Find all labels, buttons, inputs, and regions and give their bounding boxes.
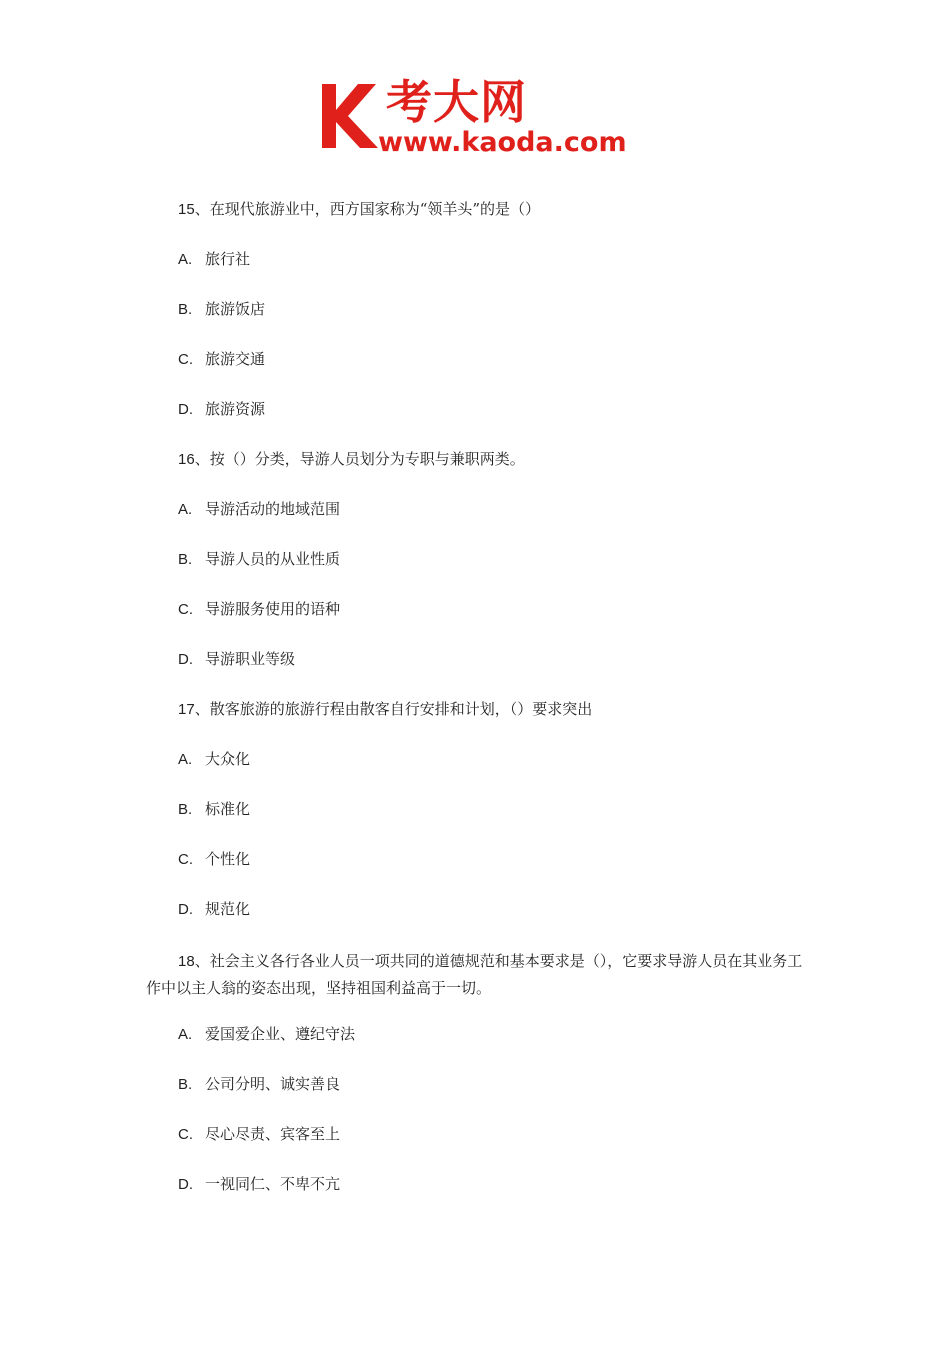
- question-number: 17: [178, 701, 195, 718]
- question-text: 、散客旅游的旅游行程由散客自行安排和计划，（）要求突出: [194, 700, 593, 718]
- option-letter: A.: [178, 251, 193, 268]
- option-text: 旅行社: [205, 250, 251, 268]
- option-16-d: [178, 648, 295, 671]
- option-17-c: [178, 848, 250, 871]
- option-letter: D.: [178, 401, 193, 418]
- option-text: 旅游交通: [205, 350, 266, 368]
- option-text: 导游服务使用的语种: [205, 600, 341, 618]
- option-17-a: [178, 748, 250, 771]
- option-17-b: [178, 798, 250, 821]
- option-16-b: [178, 548, 340, 571]
- option-text: 导游职业等级: [205, 650, 296, 668]
- option-letter: B.: [178, 301, 193, 318]
- option-letter: B.: [178, 551, 193, 568]
- k-logo-icon: [318, 80, 380, 150]
- option-17-d: [178, 898, 250, 921]
- option-15-b: [178, 298, 265, 321]
- option-text: 公司分明、诚实善良: [205, 1075, 341, 1093]
- question-number: 16: [178, 451, 195, 468]
- option-text: 旅游饭店: [205, 300, 266, 318]
- option-15-d: [178, 398, 265, 421]
- question-text: 、按（）分类，导游人员划分为专职与兼职两类。: [194, 450, 525, 468]
- option-text: 大众化: [205, 750, 251, 768]
- question-17: [178, 698, 592, 721]
- option-letter: A.: [178, 751, 193, 768]
- option-letter: B.: [178, 801, 193, 818]
- option-letter: D.: [178, 651, 193, 668]
- option-18-c: [178, 1123, 340, 1146]
- option-letter: B.: [178, 1076, 193, 1093]
- option-text: 标准化: [205, 800, 251, 818]
- option-text: 导游人员的从业性质: [205, 550, 341, 568]
- question-15: [178, 198, 540, 221]
- option-letter: C.: [178, 351, 193, 368]
- option-letter: C.: [178, 601, 193, 618]
- option-15-c: [178, 348, 265, 371]
- option-letter: A.: [178, 501, 193, 518]
- option-16-c: [178, 598, 340, 621]
- option-letter: C.: [178, 851, 193, 868]
- option-letter: D.: [178, 1176, 193, 1193]
- logo-chinese-text: 考大网: [386, 75, 527, 129]
- question-18: [146, 948, 816, 1001]
- option-text: 旅游资源: [205, 400, 266, 418]
- option-letter: D.: [178, 901, 193, 918]
- question-text: 、社会主义各行各业人员一项共同的道德规范和基本要求是（），它要求导游人员在其业务工作中以主人翁的姿态出现，坚持祖国利益高于一切。: [146, 952, 803, 997]
- option-text: 规范化: [205, 900, 251, 918]
- question-text: 、在现代旅游业中，西方国家称为“领羊头”的是（）: [194, 200, 541, 218]
- question-number: 18: [178, 953, 195, 970]
- option-text: 尽心尽责、宾客至上: [205, 1125, 341, 1143]
- question-number: 15: [178, 201, 195, 218]
- option-letter: C.: [178, 1126, 193, 1143]
- option-16-a: [178, 498, 340, 521]
- option-18-d: [178, 1173, 340, 1196]
- option-text: 爱国爱企业、遵纪守法: [205, 1025, 356, 1043]
- kaoda-logo: [318, 76, 638, 158]
- option-letter: A.: [178, 1026, 193, 1043]
- option-15-a: [178, 248, 250, 271]
- option-text: 个性化: [205, 850, 251, 868]
- option-text: 一视同仁、不卑不亢: [205, 1175, 341, 1193]
- logo-url-text: www.kaoda.com: [378, 127, 627, 158]
- option-18-b: [178, 1073, 340, 1096]
- question-16: [178, 448, 525, 471]
- option-text: 导游活动的地域范围: [205, 500, 341, 518]
- option-18-a: [178, 1023, 355, 1046]
